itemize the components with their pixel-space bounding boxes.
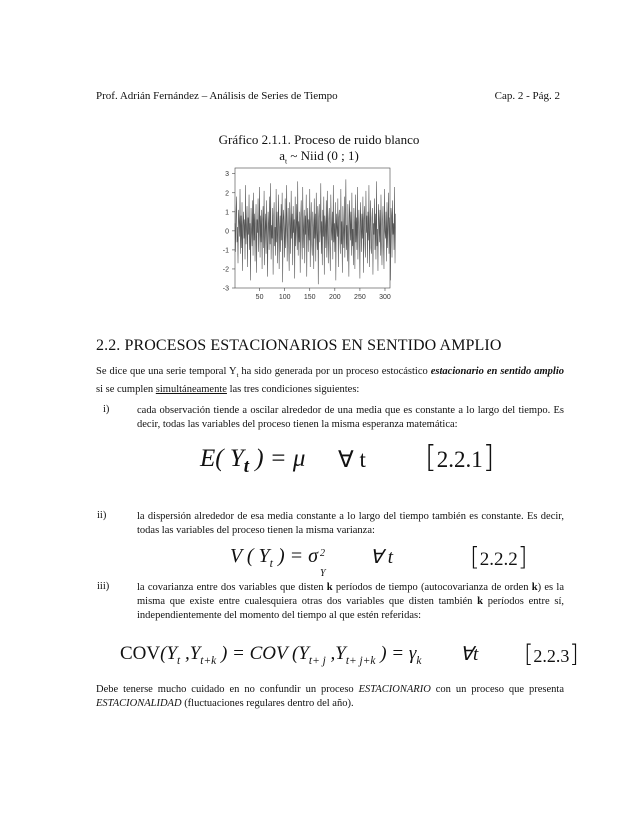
white-noise-chart: [200, 163, 400, 303]
equation-label: [2.2.3]: [524, 640, 579, 668]
x-tick-label: 200: [328, 294, 341, 301]
x-tick-label: 300: [379, 294, 391, 301]
equation-variance: V ( $Y_t$ ) = σ 2 Y: [230, 545, 326, 579]
section-intro: Se dice que una serie temporal $Y_t$ ha sido generada por un proceso estocástico estacionario en sentido amplio si se cumplen simultáneamente las tres condiciones siguientes:: [96, 366, 564, 396]
section-title: 2.2. PROCESOS ESTACIONARIOS EN SENTIDO AMPLIO: [96, 337, 502, 354]
x-tick-label: 150: [303, 294, 316, 301]
x-tick-label: 250: [354, 294, 366, 301]
equation-forall: ∀t: [460, 644, 479, 665]
equation-autocovariance: $COV(Y_t$ $,Y_{t+k}$ ) = COV ($Y_{t+ j}$ $,Y_{t+ j+k}$ ) = $\gamma_k$: [120, 643, 422, 667]
equation-label: [2.2.2]: [470, 542, 528, 571]
y-tick-label: 0: [225, 228, 229, 236]
x-tick-label: 50: [255, 294, 264, 301]
running-header-right: Cap. 2 - Pág. 2: [494, 90, 560, 102]
condition-text: la dispersión alrededor de esa media constante a lo largo del tiempo también es constante. Es decir, todas las variables del proceso tienen la misma varianza:: [137, 511, 564, 536]
y-tick-label: 3: [225, 171, 229, 179]
y-tick-label: 1: [225, 209, 229, 217]
y-tick-label: -3: [222, 285, 229, 293]
equation-label: [2.2.1]: [425, 440, 495, 475]
condition-text: cada observación tiende a oscilar alrededor de una media que es constante a lo largo del tiempo. Es decir, todas las variables del proceso tienen la misma esperanza matemática:: [137, 405, 564, 430]
closing-note: Debe tenerse mucho cuidado en no confundir un proceso ESTACIONARIO con un proceso que presenta ESTACIONALIDAD (fluctuaciones regulares dentro del año).: [96, 684, 564, 709]
running-header-left: Prof. Adrián Fernández – Análisis de Series de Tiempo: [96, 90, 338, 102]
equation-forall: ∀ t: [370, 547, 394, 568]
y-tick-label: -2: [222, 266, 229, 274]
y-tick-label: -1: [222, 247, 229, 255]
condition-number: ii): [97, 510, 107, 521]
condition-text: la covarianza entre dos variables que disten k períodos de tiempo (autocovarianza de orden k) es la misma que existe entre cualesquiera otras dos variables que disten también k períodos entre sí, independientemente del momento del tiempo al que estén referidas:: [137, 582, 564, 621]
equation-forall: ∀ t: [338, 447, 366, 472]
equation-mean: E( $Y_t$ ) = μ: [200, 445, 306, 477]
y-tick-label: 2: [225, 190, 229, 198]
x-tick-label: 100: [278, 294, 291, 301]
condition-number: i): [103, 404, 110, 415]
series-line: [235, 179, 396, 284]
figure-caption-subtitle: $a_t$ ~ Niid (0 ; 1): [279, 148, 359, 166]
figure-caption-title: Gráfico 2.1.1. Proceso de ruido blanco: [218, 132, 420, 147]
condition-number: iii): [97, 581, 110, 592]
